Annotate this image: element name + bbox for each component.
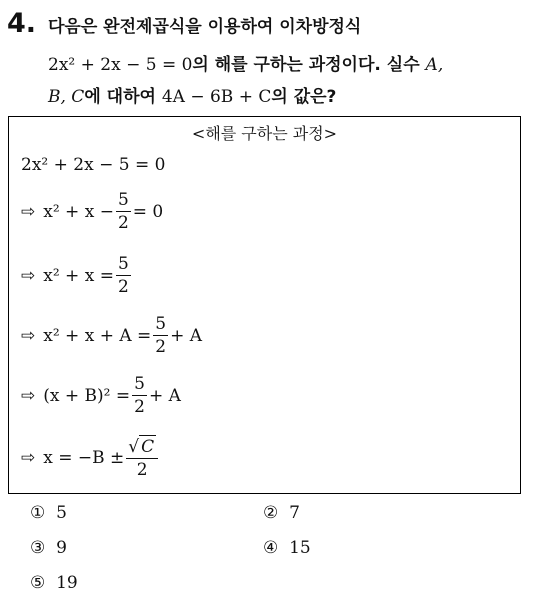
step-4-numerator: 5: [134, 374, 145, 394]
step-2-numerator: 5: [117, 254, 129, 274]
choice-1[interactable]: [30, 503, 67, 523]
question-line-1: [48, 12, 361, 37]
arrow-icon: ⇨: [21, 201, 36, 222]
question-line-2: [48, 50, 443, 75]
question-line-3: [48, 82, 336, 107]
step-4-denominator: 2: [134, 397, 145, 417]
step-4-left: (x + B)² =: [43, 385, 131, 406]
step-3-left: x² + x + A =: [43, 325, 152, 346]
choice-2[interactable]: [263, 503, 300, 523]
arrow-icon: ⇨: [21, 385, 36, 406]
question-number: 4.: [7, 8, 37, 39]
step-4-fraction: [132, 373, 147, 418]
step-1: [21, 189, 163, 234]
question-expression: 4A − 6B + C: [161, 87, 272, 107]
question-equation: 2x² + 2x − 5 = 0: [48, 55, 193, 75]
question-var-a: A,: [425, 55, 444, 75]
choice-5-value: 19: [56, 573, 78, 593]
step-3: [21, 313, 202, 358]
choice-5[interactable]: [30, 573, 78, 593]
step-2-denominator: 2: [117, 277, 129, 297]
question-text-3a: 에 대하여: [84, 87, 156, 107]
question-vars-bc: B, C: [48, 87, 85, 107]
question-text-3b: 의 값은?: [271, 87, 337, 107]
step-1-numerator: 5: [117, 190, 129, 210]
step-3-numerator: 5: [155, 314, 167, 334]
question-text-1: 다음은 완전제곱식을 이용하여 이차방정식: [48, 17, 362, 37]
choice-3-mark: ③: [30, 538, 46, 558]
step-5-fraction: [126, 435, 158, 481]
choice-5-mark: ⑤: [30, 573, 46, 593]
choice-4[interactable]: [263, 538, 311, 558]
box-title: <해를 구하는 과정>: [191, 124, 338, 143]
step-1-right: = 0: [132, 201, 164, 222]
step-2: [21, 253, 133, 298]
step-1-left: x² + x −: [43, 201, 114, 222]
choice-4-mark: ④: [263, 538, 279, 558]
arrow-icon: ⇨: [21, 448, 36, 468]
step-5-numerator: [126, 435, 158, 458]
solution-process-box: [8, 116, 521, 494]
choice-3-value: 9: [56, 538, 67, 558]
step-0: [21, 155, 165, 175]
choice-1-mark: ①: [30, 503, 46, 523]
step-3-fraction: [153, 313, 168, 358]
arrow-icon: ⇨: [21, 325, 36, 346]
choice-1-value: 5: [56, 503, 67, 523]
step-3-right: + A: [170, 325, 203, 346]
step-2-fraction: [116, 253, 131, 298]
step-5: [21, 435, 160, 481]
choice-2-value: 7: [289, 503, 300, 523]
choice-3[interactable]: [30, 538, 67, 558]
step-0-expr: 2x² + 2x − 5 = 0: [21, 155, 166, 175]
step-5-left: x = −B ±: [43, 448, 125, 468]
arrow-icon: ⇨: [21, 265, 36, 286]
choice-4-value: 15: [289, 538, 311, 558]
question-text-2: 의 해를 구하는 과정이다. 실수: [192, 55, 420, 75]
step-1-denominator: 2: [117, 213, 129, 233]
step-1-fraction: [116, 189, 131, 234]
sqrt-symbol: √ C: [128, 437, 155, 457]
step-4-right: + A: [148, 385, 181, 406]
choice-2-mark: ②: [263, 503, 279, 523]
step-5-denominator: 2: [136, 460, 148, 480]
step-4: [21, 373, 181, 418]
step-2-left: x² + x =: [43, 265, 114, 286]
step-3-denominator: 2: [155, 337, 167, 357]
step-5-radicand: C: [141, 437, 155, 457]
